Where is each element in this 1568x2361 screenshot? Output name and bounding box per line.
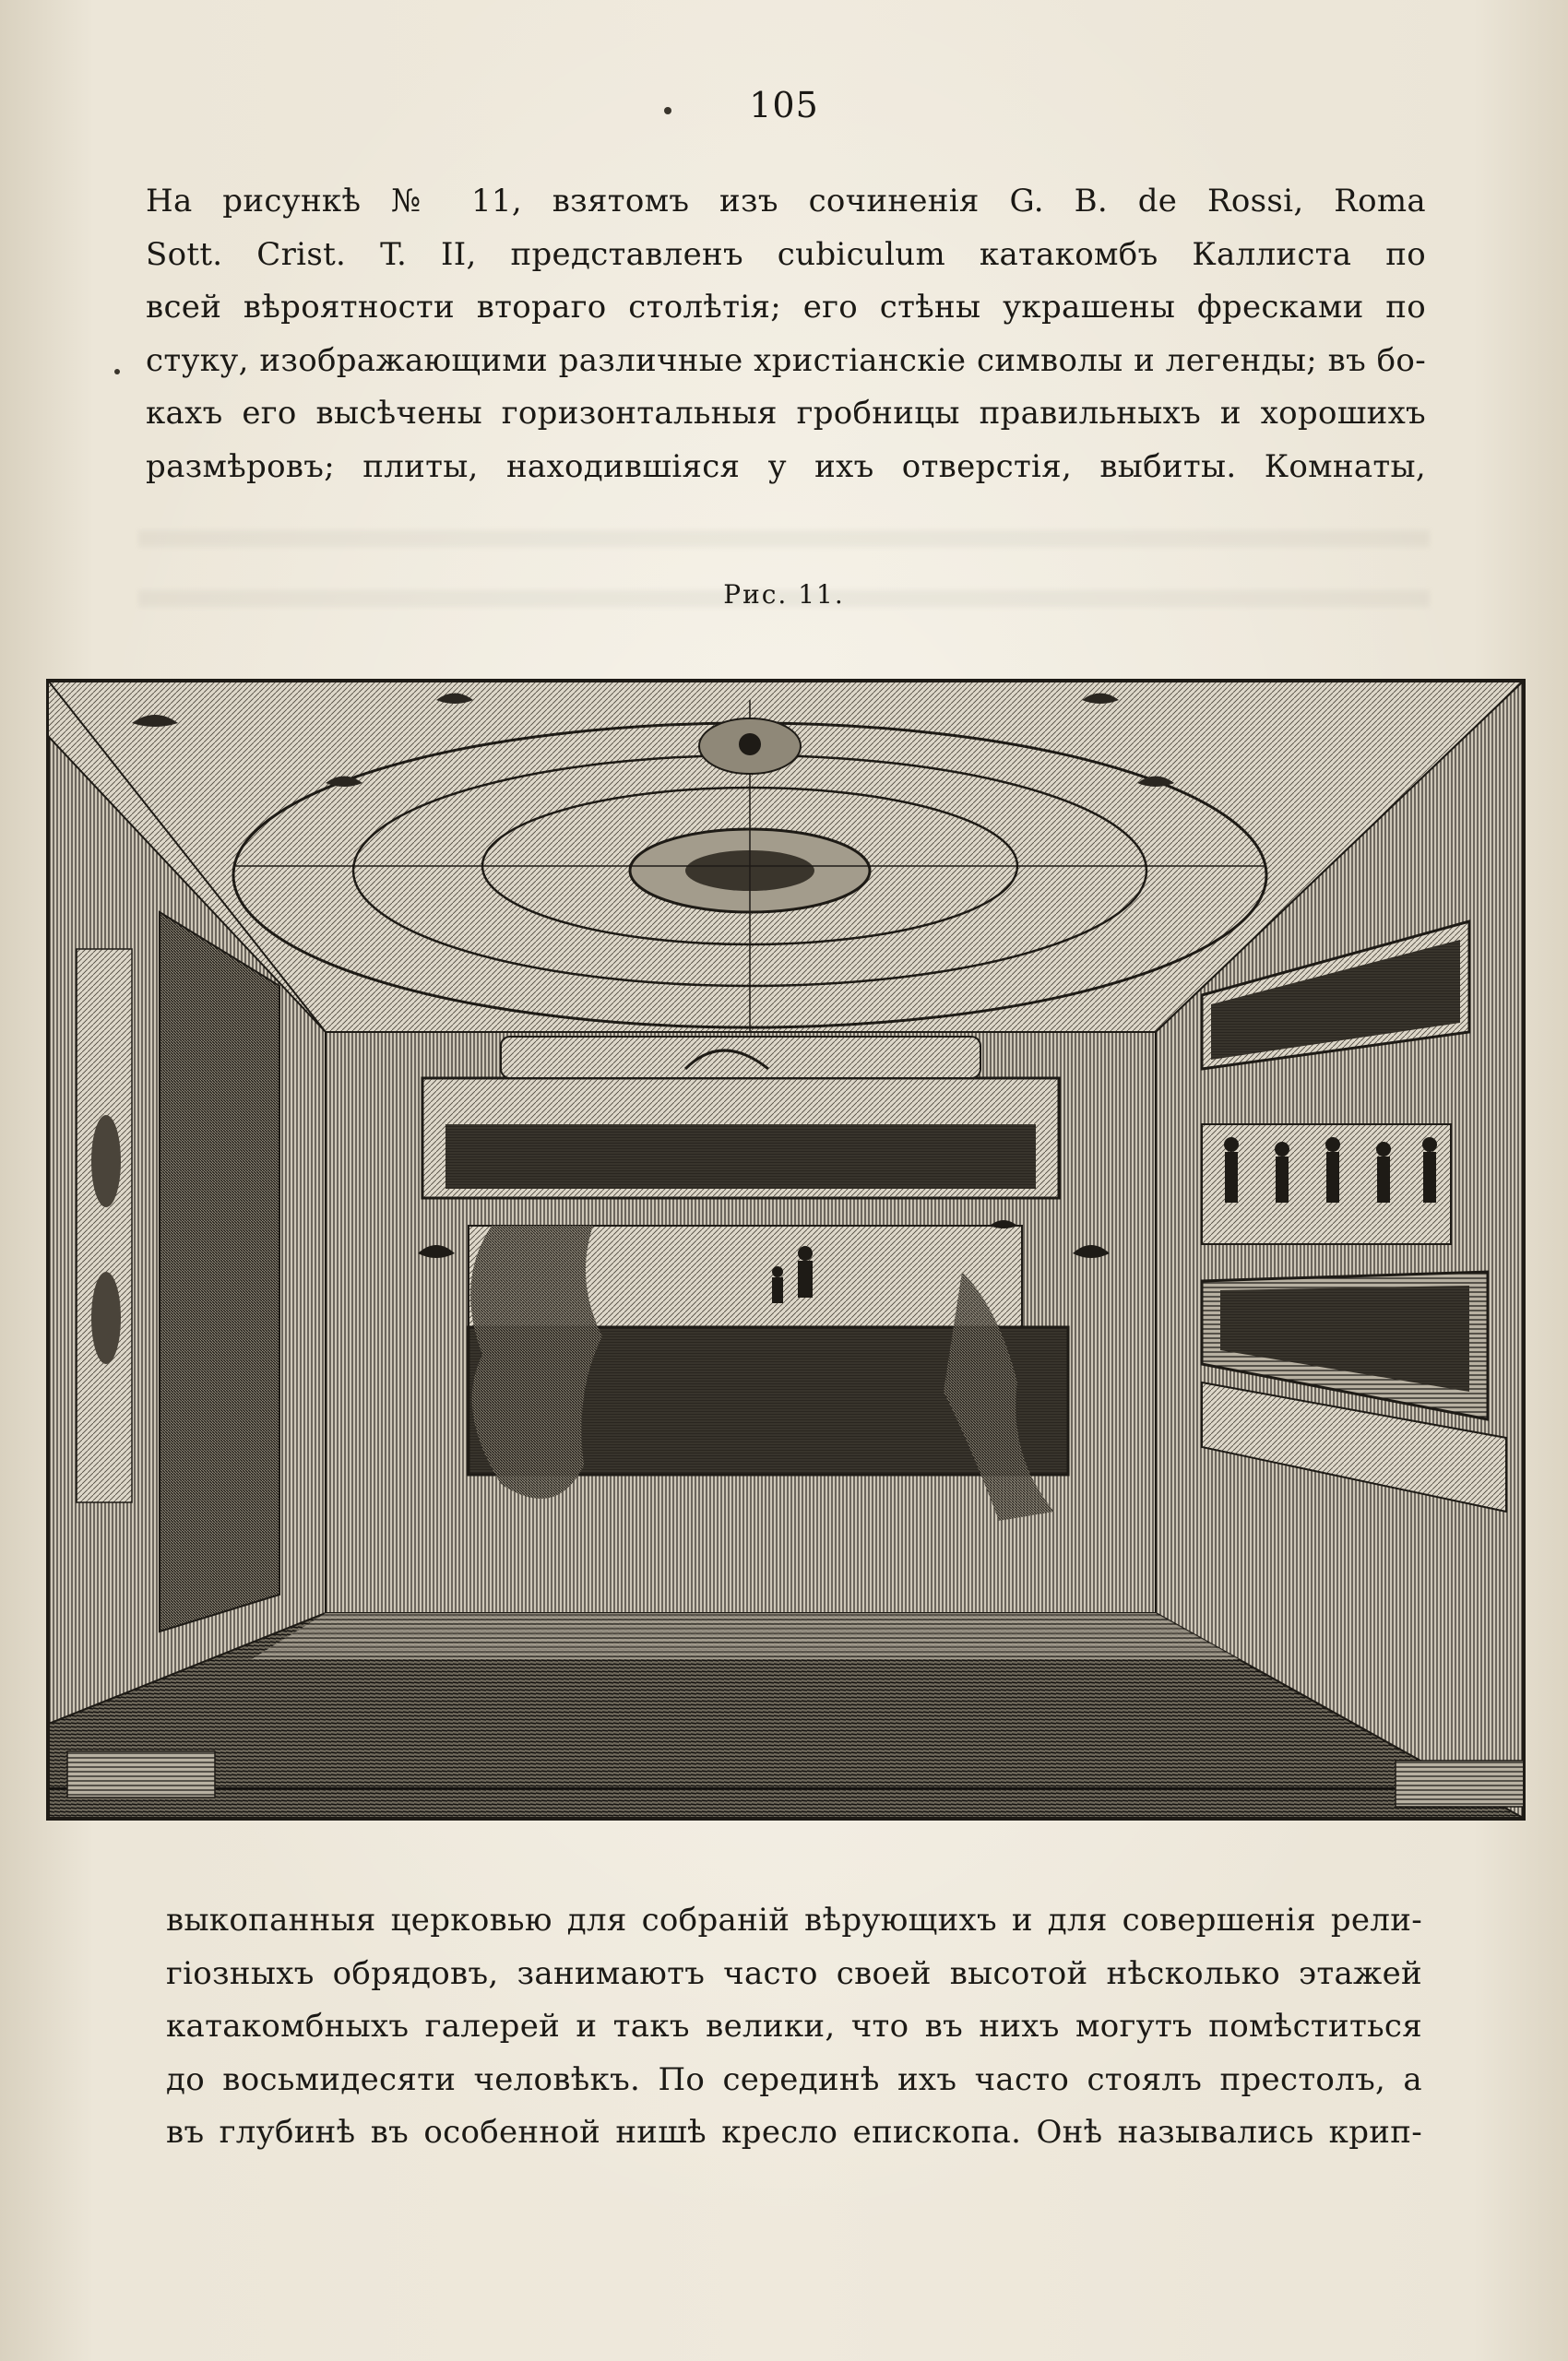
bleed-through-shadow: [138, 530, 1430, 547]
text-line: гіозныхъ обрядовъ, занимаютъ часто своей высотой нѣсколько этажей: [166, 1954, 1422, 1992]
text-line: выкопанныя церковью для собраній вѣрующихъ и для совершенія рели-: [166, 1902, 1422, 1939]
page-number: 105: [749, 85, 819, 125]
text-line: до восьмидесяти человѣкъ. По серединѣ ихъ часто стоялъ престолъ, а: [166, 2060, 1422, 2098]
print-speck: [114, 369, 120, 374]
text-line: Sott. Crist. T. II, представленъ cubiculum катакомбъ Каллиста по: [146, 235, 1426, 273]
text-line: всей вѣроятности втораго столѣтія; его стѣны украшены фресками по: [146, 289, 1426, 326]
text-line: кахъ его высѣчены горизонтальныя гробницы правильныхъ и хорошихъ: [146, 395, 1426, 432]
print-speck: [664, 107, 671, 114]
paragraph-bottom: [166, 1894, 1422, 2160]
figure-caption: Рис. 11.: [723, 579, 845, 610]
text-line: въ глубинѣ въ особенной нишѣ кресло епископа. Онѣ назывались крип-: [166, 2114, 1422, 2151]
text-line: стуку, изображающими различные христіанскіе символы и легенды; въ бо-: [146, 341, 1426, 379]
engraving-catacomb-cubiculum: [46, 679, 1526, 1821]
paragraph-top: [146, 175, 1426, 493]
text-line: На рисункѣ № 11, взятомъ изъ сочиненія G. B. de Rossi, Roma: [146, 183, 1426, 219]
engraving-drawing: [49, 682, 1523, 1818]
text-line: размѣровъ; плиты, находившіяся у ихъ отверстія, выбиты. Комнаты,: [146, 447, 1426, 485]
text-line: катакомбныхъ галерей и такъ велики, что въ нихъ могутъ помѣститься: [166, 2008, 1422, 2045]
